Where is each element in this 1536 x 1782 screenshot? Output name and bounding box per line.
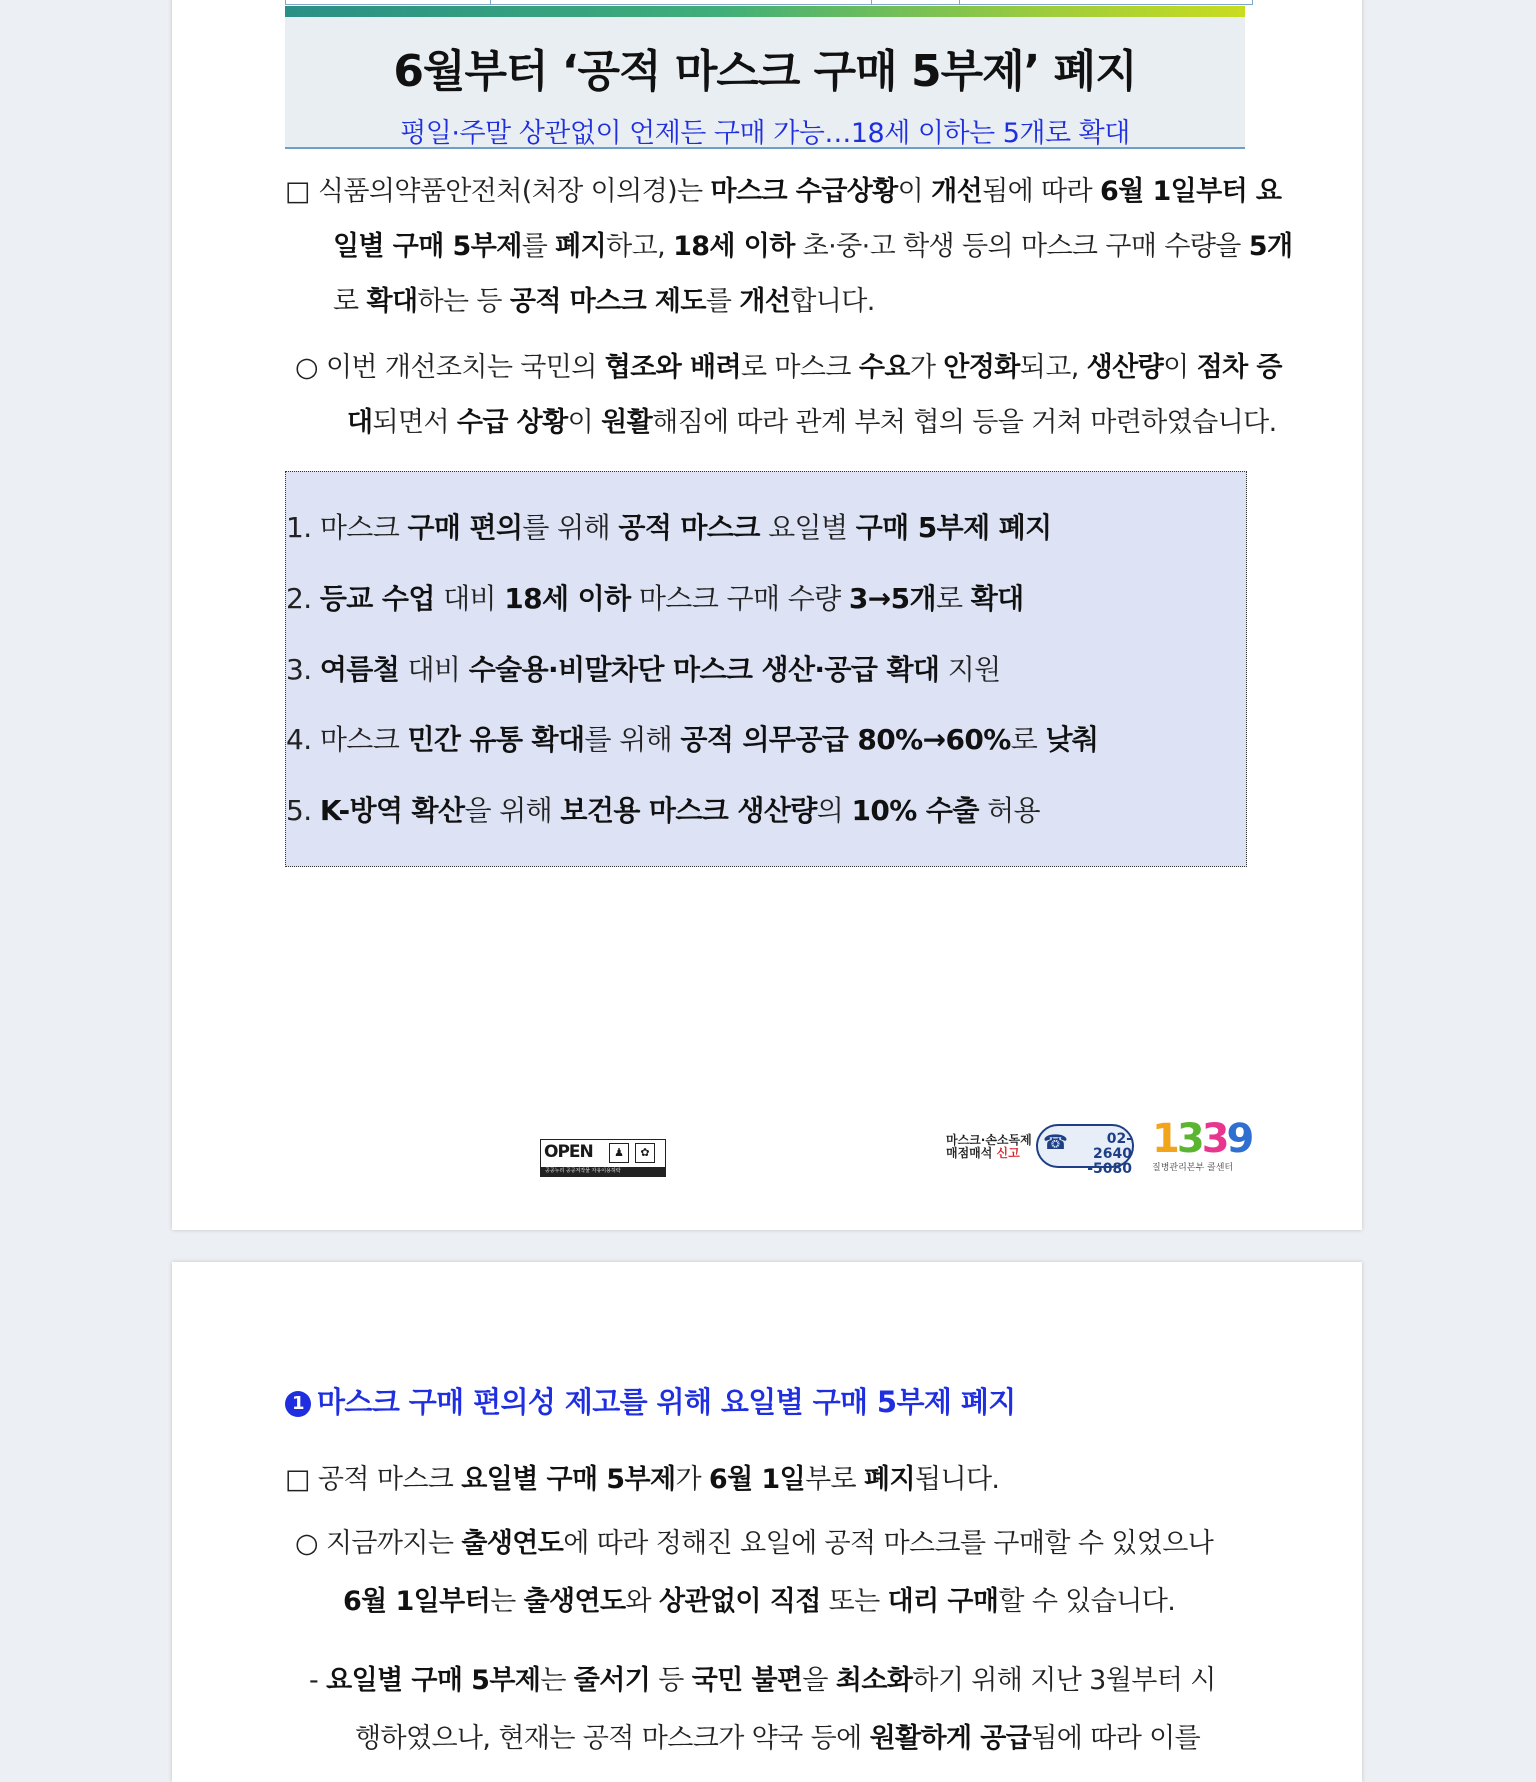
bold-text-run: 등교 수업 <box>319 582 435 615</box>
attribution-icon: ♟ <box>609 1143 629 1163</box>
hoarding-report-label: 마스크·손소독제 매점매석 신고 <box>946 1133 1032 1160</box>
text-run: 초·중·고 학생 등의 마스크 구매 수량을 <box>794 231 1249 262</box>
bold-text-run: 국민 불편 <box>691 1665 803 1696</box>
bold-text-run: 민간 유통 확대 <box>407 723 585 756</box>
section-number-badge: 1 <box>285 1391 311 1417</box>
bold-text-run: 6월 1일부터 <box>343 1586 491 1617</box>
summary-item <box>286 648 1001 688</box>
intro-paragraph <box>285 164 1293 329</box>
bold-text-run: 확대 <box>970 582 1024 615</box>
bold-text-run: 안정화 <box>943 352 1020 383</box>
kcdc-1339-logo: 1339 질병관리본부 콜센터 <box>1152 1118 1262 1173</box>
bold-text-run: 줄서기 <box>573 1665 651 1696</box>
text-run: 마스크 구매 수량 <box>630 582 849 615</box>
text-run: 하고, <box>606 231 674 262</box>
bold-text-run: 점차 증 <box>1196 352 1282 383</box>
text-run: 하는 등 <box>417 286 510 317</box>
text-run: 을 <box>802 1665 836 1696</box>
text-run: 는 <box>490 1586 524 1617</box>
bold-text-run: 생산량 <box>1086 352 1164 383</box>
text-run: 허용 <box>978 794 1040 827</box>
bold-text-run: 5개 <box>1248 231 1293 262</box>
bold-text-run: 6월 1일부터 요 <box>1100 176 1282 207</box>
text-run: 하기 위해 지난 3월부터 시 <box>912 1665 1216 1696</box>
text-run: 합니다. <box>790 286 875 317</box>
text-run: 또는 <box>820 1586 888 1617</box>
text-run: 을 위해 <box>464 794 561 827</box>
text-run: 이 <box>897 176 932 207</box>
text-run: 의 <box>816 794 852 827</box>
intro-line-2 <box>285 219 1293 274</box>
text-run: 와 <box>625 1586 659 1617</box>
text-run: 로 <box>1010 723 1046 756</box>
text-run: 됨에 따라 <box>982 176 1101 207</box>
bold-text-run: 폐지 <box>864 1464 915 1495</box>
bold-text-run: 수급 상황 <box>456 407 568 438</box>
bold-text-run: 개선 <box>739 286 791 317</box>
text-run: 를 <box>705 286 740 317</box>
text-run: 대비 <box>399 653 469 686</box>
detail-paragraph <box>285 340 1282 450</box>
text-run: 되고, <box>1019 352 1087 383</box>
text-run: 해짐에 따라 관계 부처 협의 등을 거쳐 마련하였습니다. <box>652 407 1277 438</box>
text-run: 되면서 <box>372 407 457 438</box>
bold-text-run: 원활 <box>601 407 653 438</box>
section-heading: 1 마스크 구매 편의성 제고를 위해 요일별 구매 5부제 폐지 <box>285 1380 1016 1421</box>
text-run: 로 <box>333 286 367 317</box>
text-run: 됩니다. <box>914 1464 1000 1495</box>
document-page-1 <box>172 0 1362 1230</box>
text-run: 에 따라 정해진 요일에 공적 마스크를 구매할 수 있었으나 <box>563 1528 1214 1559</box>
text-run: 로 <box>935 582 971 615</box>
section-paragraph-2 <box>285 1515 1251 1631</box>
summary-box <box>285 471 1247 867</box>
text-run: 등 <box>650 1665 692 1696</box>
bold-text-run: 마스크 수급상황 <box>710 176 898 207</box>
page-subtitle: 평일·주말 상관없이 언제든 구매 가능…18세 이하는 5개로 확대 <box>400 118 1130 149</box>
text-run: 를 위해 <box>522 511 619 544</box>
bold-text-run: 출생연도 <box>523 1586 626 1617</box>
text-run: 가 <box>675 1464 709 1495</box>
bold-text-run: 낮춰 <box>1045 723 1099 756</box>
summary-item <box>286 506 1052 546</box>
summary-item <box>286 718 1098 758</box>
text-run: 2. <box>286 582 320 615</box>
text-run: 지원 <box>939 653 1001 686</box>
bold-text-run: 최소화 <box>835 1665 913 1696</box>
bold-text-run: 요일별 구매 5부제 <box>326 1665 541 1696</box>
bold-text-run: 3→5개 <box>848 582 936 615</box>
bold-text-run: 10% 수출 <box>851 794 979 827</box>
text-run: 를 위해 <box>584 723 681 756</box>
bold-text-run: 수요 <box>858 352 910 383</box>
title-box <box>285 6 1245 149</box>
section-paragraph-3 <box>285 1652 1251 1768</box>
text-run: 행하였으나, 현재는 공적 마스크가 약국 등에 <box>355 1723 870 1754</box>
text-run: 부로 <box>805 1464 865 1495</box>
bold-text-run: 출생연도 <box>461 1528 564 1559</box>
bold-text-run: 18세 이하 <box>673 231 795 262</box>
commercial-icon: ✿ <box>635 1143 655 1163</box>
text-run: 됨에 따라 이를 <box>1031 1723 1201 1754</box>
text-run: ○ 이번 개선조치는 국민의 <box>295 352 605 383</box>
bold-text-run: 수술용·비말차단 마스크 생산·공급 확대 <box>468 653 940 686</box>
intro-line-1 <box>285 164 1282 219</box>
open-license-logo: OPEN ♟ ✿ 공공누리 공공저작물 자유이용허락 <box>540 1139 666 1177</box>
intro-line-3 <box>285 274 1251 329</box>
text-run: □ 식품의약품안전처(처장 이의경)는 <box>285 176 711 207</box>
page-title: 6월부터 ‘공적 마스크 구매 5부제’ 폐지 <box>393 46 1137 97</box>
bold-text-run: 협조와 배려 <box>604 352 741 383</box>
text-run: 가 <box>909 352 944 383</box>
bold-text-run: 일별 구매 5부제 <box>333 231 522 262</box>
detail-line-1 <box>285 340 1282 395</box>
text-run: 요일별 <box>759 511 856 544</box>
header-table-edge <box>285 0 1253 5</box>
text-run: 할 수 있습니다. <box>998 1586 1176 1617</box>
text-run: 5. <box>286 794 320 827</box>
bold-text-run: 구매 5부제 폐지 <box>855 511 1052 544</box>
text-run: ○ 지금까지는 <box>295 1528 462 1559</box>
call-center-number: 1339 <box>1152 1116 1252 1162</box>
bold-text-run: 공적 마스크 제도 <box>509 286 706 317</box>
bold-text-run: 요일별 구매 5부제 <box>461 1464 676 1495</box>
text-run: 1. 마스크 <box>286 511 408 544</box>
text-run: 로 마스크 <box>740 352 859 383</box>
bold-text-run: 공적 마스크 <box>618 511 760 544</box>
bold-text-run: 폐지 <box>555 231 607 262</box>
bold-text-run: 대 <box>347 407 373 438</box>
text-run: 이 <box>1163 352 1197 383</box>
text-run: □ 공적 마스크 <box>285 1464 462 1495</box>
summary-item <box>286 577 1024 617</box>
text-run: 는 <box>540 1665 574 1696</box>
summary-item <box>286 789 1040 829</box>
section-paragraph-1 <box>285 1452 1251 1507</box>
text-run: 4. 마스크 <box>286 723 408 756</box>
bold-text-run: 공적 의무공급 80%→60% <box>680 723 1011 756</box>
bold-text-run: K-방역 확산 <box>319 794 465 827</box>
text-run: 를 <box>521 231 556 262</box>
bold-text-run: 대리 구매 <box>887 1586 999 1617</box>
text-run: 3. <box>286 653 320 686</box>
detail-line-2 <box>285 395 1277 450</box>
phone-icon: ☎ <box>1043 1130 1068 1154</box>
bold-text-run: 18세 이하 <box>504 582 631 615</box>
text-run: - <box>309 1665 327 1696</box>
bold-text-run: 여름철 <box>319 653 400 686</box>
text-run: 대비 <box>434 582 505 615</box>
report-phone-badge: ☎ 02-2640 -5080 <box>1036 1124 1134 1168</box>
document-page-2 <box>172 1262 1362 1782</box>
bold-text-run: 개선 <box>931 176 983 207</box>
bold-text-run: 6월 1일 <box>708 1464 806 1495</box>
title-gradient-bar <box>285 6 1245 17</box>
bold-text-run: 구매 편의 <box>407 511 523 544</box>
bold-text-run: 상관없이 직접 <box>658 1586 821 1617</box>
bold-text-run: 원활하게 공급 <box>869 1723 1032 1754</box>
text-run: 이 <box>567 407 602 438</box>
bold-text-run: 보건용 마스크 생산량 <box>560 794 817 827</box>
bold-text-run: 확대 <box>366 286 418 317</box>
